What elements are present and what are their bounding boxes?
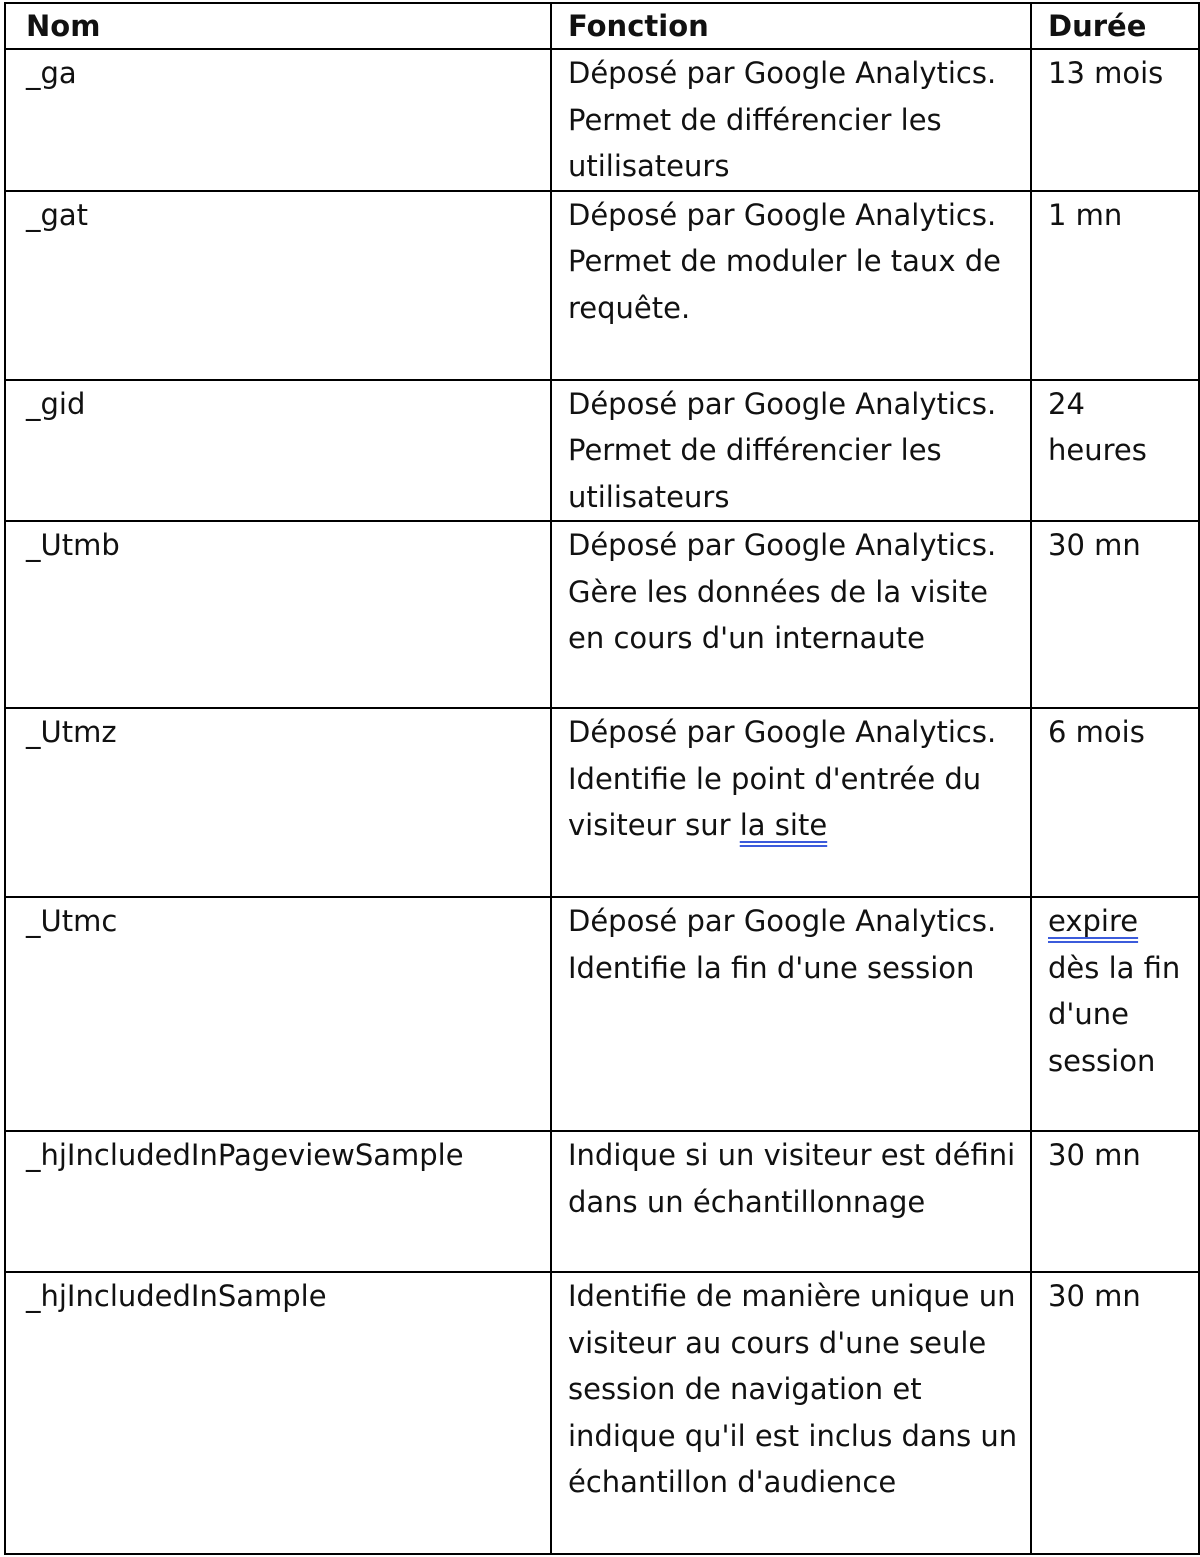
cookies-table (4, 2, 1200, 1555)
cookie-name: _gid (5, 380, 551, 522)
table-row (5, 1131, 1199, 1272)
table-row (5, 1272, 1199, 1554)
header-fonction: Fonction (551, 3, 1031, 49)
spellcheck-flagged-text[interactable]: expire (1048, 904, 1139, 938)
cookie-function: Déposé par Google Analytics. Permet de différencier les utilisateurs (551, 49, 1031, 191)
cookie-duration: 1 mn (1031, 191, 1199, 380)
table-row (5, 380, 1199, 522)
header-duree: Durée (1031, 3, 1199, 49)
header-nom: Nom (5, 3, 551, 49)
cookie-name: _hjIncludedInPageviewSample (5, 1131, 551, 1272)
table-header-row (5, 3, 1199, 49)
cookie-name: _Utmc (5, 897, 551, 1131)
cookie-function (551, 708, 1031, 897)
cookie-duration: 30 mn (1031, 521, 1199, 708)
table-row (5, 49, 1199, 191)
cookie-duration: 30 mn (1031, 1131, 1199, 1272)
table-row (5, 708, 1199, 897)
cookie-duration: 30 mn (1031, 1272, 1199, 1554)
cookie-name: _ga (5, 49, 551, 191)
cookie-function: Déposé par Google Analytics. Permet de moduler le taux de requête. (551, 191, 1031, 380)
cookie-name: _hjIncludedInSample (5, 1272, 551, 1554)
cookie-function: Déposé par Google Analytics. Identifie la fin d'une session (551, 897, 1031, 1131)
cookie-function-text: Déposé par Google Analytics. Identifie le point d'entrée du visiteur sur (568, 715, 997, 842)
table-row (5, 521, 1199, 708)
cookie-name: _Utmz (5, 708, 551, 897)
cookie-duration (1031, 897, 1199, 1131)
table-row (5, 191, 1199, 380)
cookie-duration: 24 heures (1031, 380, 1199, 522)
cookie-duration-text: dès la fin d'une session (1048, 950, 1181, 1078)
cookie-function: Indique si un visiteur est défini dans un échantillonnage (551, 1131, 1031, 1272)
cookie-name: _gat (5, 191, 551, 380)
cookie-duration: 13 mois (1031, 49, 1199, 191)
cookie-duration: 6 mois (1031, 708, 1199, 897)
spellcheck-flagged-text[interactable]: la site (739, 808, 828, 842)
table-row (5, 897, 1199, 1131)
cookie-function: Déposé par Google Analytics. Permet de différencier les utilisateurs (551, 380, 1031, 522)
cookie-function: Déposé par Google Analytics. Gère les données de la visite en cours d'un internaute (551, 521, 1031, 708)
cookie-function: Identifie de manière unique un visiteur au cours d'une seule session de navigation et indique qu'il est inclus dans un échantillon d'audience (551, 1272, 1031, 1554)
cookie-name: _Utmb (5, 521, 551, 708)
